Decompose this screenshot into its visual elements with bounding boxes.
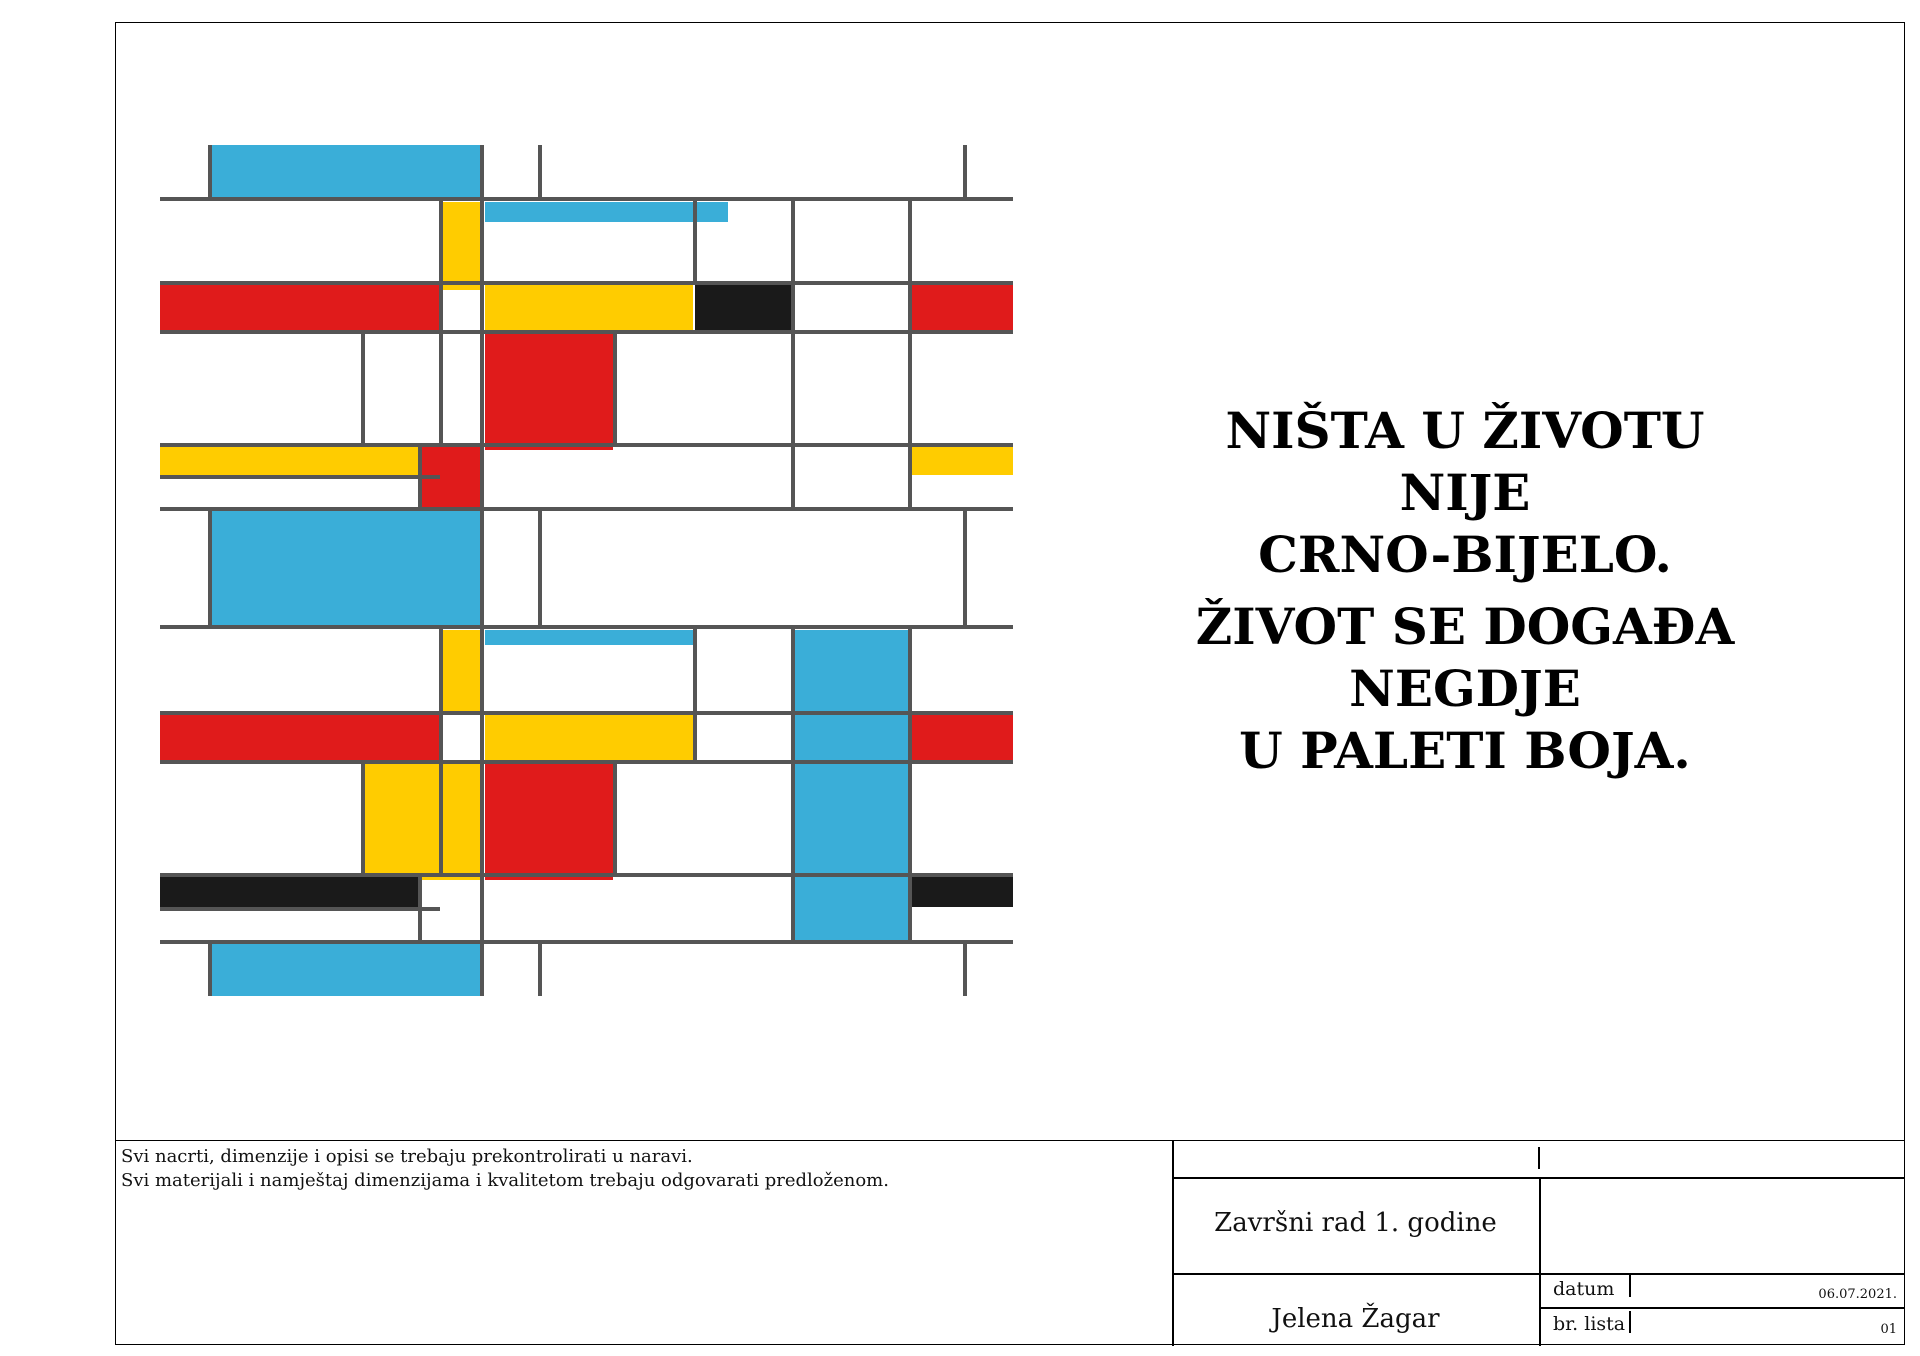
quote-text — [1140, 400, 1790, 782]
note-line: Svi materijali i namještaj dimenzijama i kvalitetom trebaju odgovarati predloženom. — [121, 1170, 889, 1191]
quote-line: U PALETI BOJA. — [1239, 721, 1691, 780]
project-title: Završni rad 1. godine — [1214, 1208, 1497, 1238]
divider — [1172, 1273, 1905, 1275]
mondrian-artwork — [160, 145, 1013, 996]
title-block — [115, 1140, 1905, 1345]
quote-line: ŽIVOT SE DOGAĐA — [1195, 597, 1735, 656]
divider — [1172, 1177, 1905, 1179]
date-value: 06.07.2021. — [1818, 1287, 1897, 1302]
divider — [1629, 1311, 1631, 1333]
note-line: Svi nacrti, dimenzije i opisi se trebaju prekontrolirati u naravi. — [121, 1146, 693, 1167]
divider — [1539, 1177, 1541, 1346]
divider — [1539, 1307, 1905, 1309]
divider — [1538, 1147, 1540, 1169]
quote-line: NIJE — [1399, 463, 1531, 522]
author-name: Jelena Žagar — [1271, 1304, 1440, 1334]
artwork-blocks — [160, 145, 1013, 996]
quote-line: NEGDJE — [1349, 659, 1581, 718]
quote-line: NIŠTA U ŽIVOTU — [1225, 401, 1705, 460]
divider — [1629, 1275, 1631, 1297]
sheet-label: br. lista — [1553, 1313, 1626, 1335]
sheet-number: 01 — [1880, 1322, 1897, 1337]
date-label: datum — [1553, 1278, 1615, 1300]
quote-line: CRNO-BIJELO. — [1258, 525, 1672, 584]
notes — [121, 1145, 889, 1193]
